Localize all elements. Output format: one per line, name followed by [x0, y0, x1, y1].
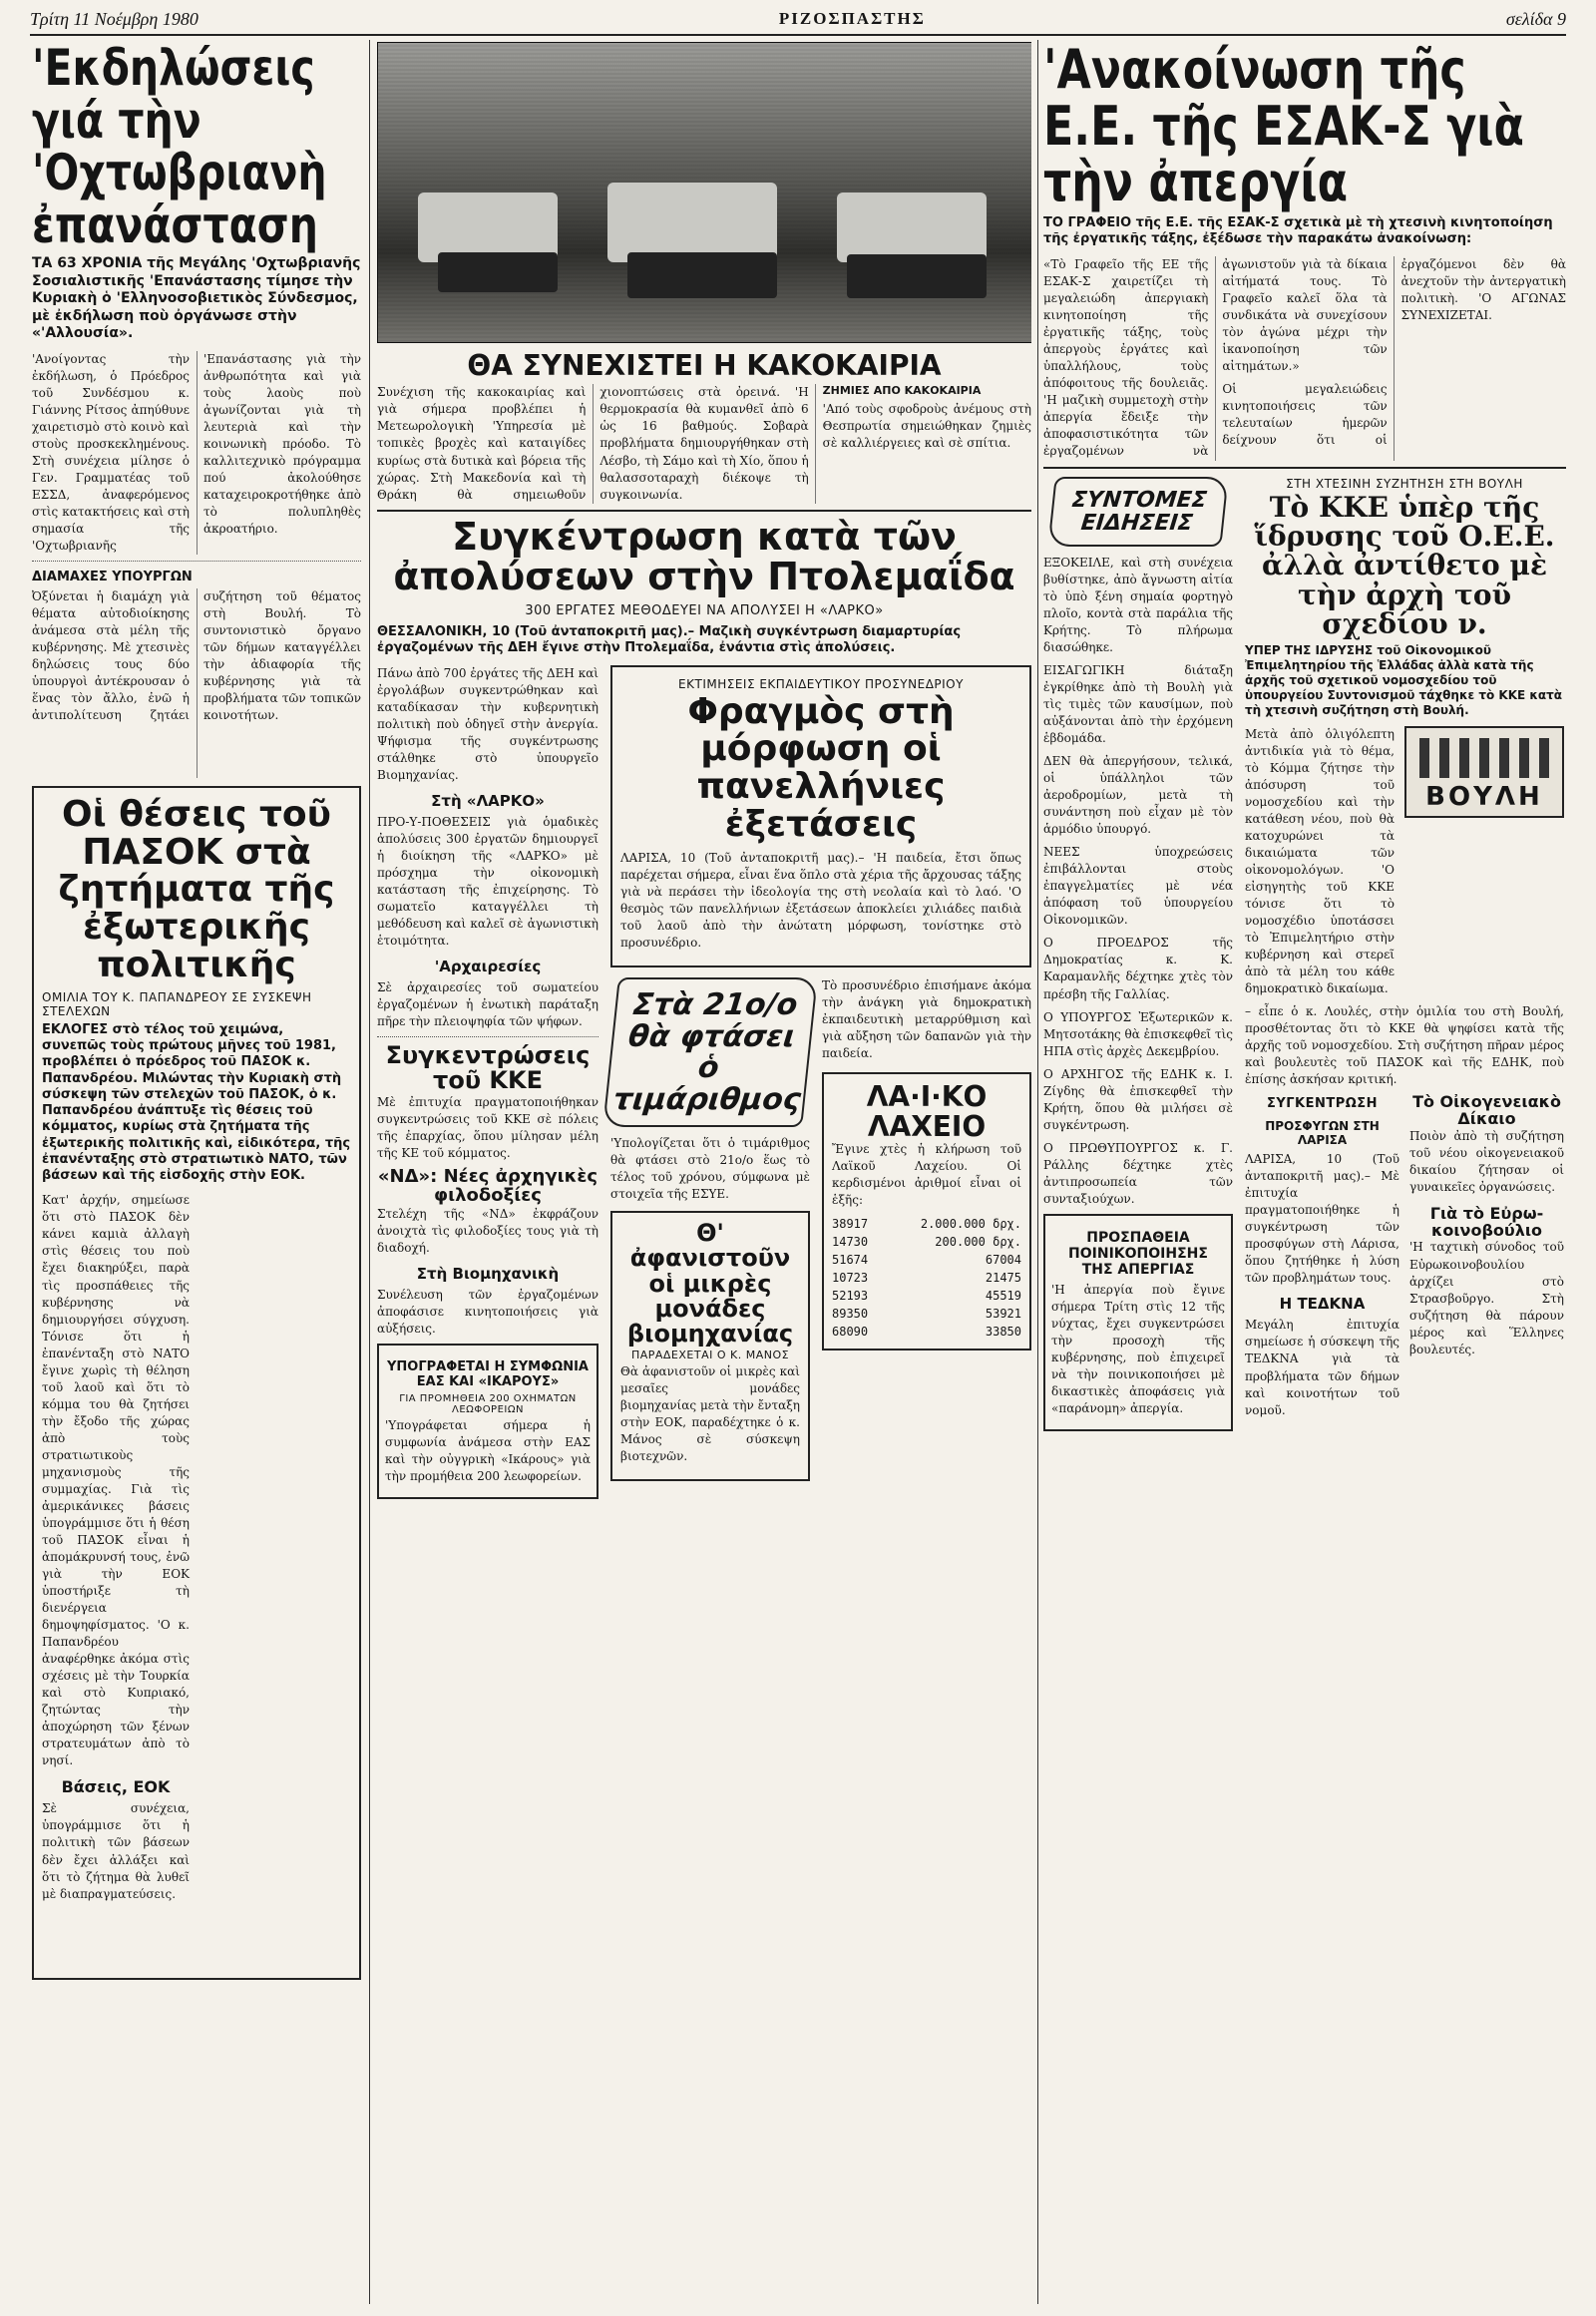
short-news-list [1043, 555, 1233, 1208]
column-right [1043, 42, 1566, 2306]
column-left [32, 42, 361, 2306]
lottery-prize: 21475 [985, 1271, 1021, 1286]
europarliament-body: 'Η ταχτικὴ σύνοδος τοῦ Εὐρωκοινοβουλίου ἀρχίζει στὸ Στρασβοῦργο. Στὴ συζήτηση θὰ πάρουν μέρος καὶ Ἕλληνες βουλευτές. [1409, 1240, 1564, 1356]
lottery-title: ΛΑ·Ι·ΚΟ ΛΑΧΕΙΟ [866, 1080, 988, 1143]
small-industry-kicker: ΠΑΡΑΔΕΧΕΤΑΙ Ο Κ. ΜΑΝΟΣ [630, 1349, 790, 1362]
column-rule [1037, 40, 1038, 2304]
strike-box [1043, 1214, 1233, 1431]
lottery-intro: Ἔγινε χτὲς ἡ κλήρωση τοῦ Λαϊκοῦ Λαχείου. Οἱ κερδισμένοι ἀριθμοί εἶναι οἱ ἑξῆς: [832, 1141, 1021, 1208]
larko-body: ΠΡΟ-Υ-ΠΟΘΕΣΕΙΣ γιὰ ὁμαδικὲς ἀπολύσεις 300 ἐργατῶν δημιουργεῖ ἡ διοίκηση τῆς «ΛΑΡΚΟ» μὲ πρόσχημα τὴν οἰκονομικὴ κατάσταση τῆς ἐπιχείρησης. Τὸ σωματεῖο καταγγέλλει τὴ μεθόδευση καὶ καλεῖ σὲ ἀγωνιστικὴ ἑτοιμότητα. [377, 814, 598, 949]
bases-title: Βάσεις, ΕΟΚ [61, 1777, 171, 1797]
column-rule [369, 40, 370, 2304]
industry-body: Συνέλευση τῶν ἐργαζομένων ἀποφάσισε κινητοποιήσεις γιὰ αὐξήσεις. [377, 1287, 598, 1336]
ministry-body: Ὀξύνεται ἡ διαμάχη γιὰ θέματα αὐτοδιοίκησης ἀνάμεσα στὰ μέλη τῆς κυβέρνησης. Μὲ χτεσινὲς δηλώσεις τους δύο ὑπουργοὶ ἀντέκρουσαν ὁ ἕνας τὸν ἄλλο, ἐνῶ ἡ ἀντιπολίτευση ζητάει συζήτηση τοῦ θέματος στὴ Βουλή. Τὸ συντονιστικὸ ὄργανο τῶν δήμων καταγγέλλει τὴν ἀδιαφορία τῆς κυβέρνησης γιὰ τὰ προβλήματα τῶν τοπικῶν κοινοτήτων. [32, 588, 361, 723]
lottery-row [832, 1233, 1021, 1251]
divider [32, 561, 361, 562]
agreement-body: 'Υπογράφεται σήμερα ἡ συμφωνία ἀνάμεσα στὴν ΕΑΣ καὶ τὴν οὐγγρικὴ «Ικάρους» γιὰ τὴν προμήθεια 200 λεωφορείων. [385, 1417, 591, 1483]
lottery-prize: 2.000.000 δρχ. [920, 1217, 1021, 1232]
tedkna-title: Η ΤΕΔΚΝΑ [1279, 1295, 1366, 1314]
pasok-article [32, 786, 361, 1980]
industry-title: Στὴ Βιομηχανικὴ [416, 1264, 560, 1283]
refugees-title: ΠΡΟΣΦΥΓΩΝ ΣΤΗ ΛΑΡΙΣΑ [1265, 1119, 1380, 1148]
paper-name: ΡΙΖΟΣΠΑΣΤΗΣ [778, 9, 926, 28]
kke-body: Μετὰ ἀπὸ ὁλιγόλεπτη ἀντιδικία γιὰ τὸ θέμα, τὸ Κόμμα ζήτησε τὴν ἀπόσυρση τοῦ νομοσχεδίου καὶ τὴν κατάθεση νέου, ποὺ θὰ κατοχυρώνει τὰ δικαιώματα τῶν οἰκονομολόγων. 'Ο εἰσηγητὴς τοῦ ΚΚΕ τόνισε ὅτι τὸ νομοσχέδιο ὑποτάσσει τὸ Ἐπιμελητήριο στὴν κυβέρνηση καὶ στερεῖ ἀπὸ τὰ μέλη του κάθε δημοκρατικὸ δικαίωμα. [1245, 726, 1395, 995]
lottery-prize: 33850 [985, 1325, 1021, 1340]
elections-title: 'Αρχαιρεσίες [434, 958, 542, 976]
short-news-item: Ο ΠΡΩΘΥΠΟΥΡΓΟΣ κ. Γ. Ράλλης δέχτηκε χτὲς ἀντιπροσωπεία τῶν συνταξιούχων. [1043, 1140, 1233, 1206]
middle-left-subcolumn [377, 665, 598, 1499]
weather-body: Συνέχιση τῆς κακοκαιρίας καὶ γιὰ σήμερα προβλέπει ἡ Μετεωρολογικὴ 'Υπηρεσία μὲ τοπικὲς βροχὲς καὶ καταιγίδες κυρίως στὰ δυτικὰ καὶ βόρεια τῆς χώρας. Στὴ Μακεδονία καὶ τὴ Θράκη θὰ σημειωθοῦν χιονοπτώσεις στὰ ὀρεινά. 'Η θερμοκρασία θὰ κυμανθεῖ ἀπὸ 6 ὡς 16 βαθμούς. Σοβαρὰ προβλήματα δημιουργήθηκαν στὴ Λέσβο, τὴ Σάμο καὶ τὴ Χίο, ὅπου ἡ θαλασσοταραχὴ διέκοψε τὴ συγκοινωνία. [377, 385, 809, 502]
page-number: σελίδα 9 [1505, 8, 1566, 29]
lottery-number: 38917 [832, 1217, 869, 1232]
esak-body: «Τὸ Γραφεῖο τῆς ΕΕ τῆς ΕΣΑΚ-Σ χαιρετίζει τὴ μεγαλειώδη ἀπεργιακὴ κινητοποίηση τῆς ἐργατικῆς τάξης, τοὺς ἀπεργοὺς ἐργάτες καὶ ὑπαλλήλους, τοὺς ἀπόφοιτους τῆς δουλειᾶς. 'Η μαζικὴ συμμετοχὴ στὴν ἀπεργία ἔδειξε τὴν ἀποφασιστικότητα τῶν ἐργαζομένων νὰ ἀγωνιστοῦν γιὰ τὰ δίκαια αἰτήματά τους. Τὸ Γραφεῖο καλεῖ ὅλα τὰ συνδικάτα νὰ συνεχίσουν τὸν ἀγώνα μέχρι τὴν ἱκανοποίηση τῶν αἰτημάτων.» [1043, 256, 1388, 458]
parliament-building-icon [1409, 734, 1559, 778]
column-middle [377, 42, 1031, 2306]
small-industry-headline: Θ' ἀφανιστοῦν οἱ μικρὲς μονάδες βιομηχανίας [626, 1219, 794, 1348]
lottery-number: 51674 [832, 1253, 869, 1268]
nd-title: «ΝΔ»: Νέες ἀρχηγικὲς φιλοδοξίες [377, 1165, 598, 1206]
short-news-logo [1047, 477, 1228, 547]
lottery-row [832, 1305, 1021, 1323]
ministry-title: ΔΙΑΜΑΧΕΣ ΥΠΟΥΡΓΩΝ [32, 569, 193, 584]
kke-kicker: ΣΤΗ ΧΤΕΣΙΝΗ ΣΥΖΗΤΗΣΗ ΣΤΗ ΒΟΥΛΗ [1286, 476, 1523, 491]
larko-title: Στὴ «ΛΑΡΚΟ» [431, 791, 545, 810]
weather-photo [377, 42, 1031, 343]
elections-body: Σὲ ἀρχαιρεσίες τοῦ σωματείου ἐργαζομένων ἡ ἐνωτικὴ παράταξη πῆρε τὴν πλειοψηφία τῶν ψήφων. [377, 980, 598, 1029]
lottery-row [832, 1323, 1021, 1341]
strike-body: 'Η ἀπεργία ποὺ ἔγινε σήμερα Τρίτη στὶς 12 τῆς νύχτας, ἔχει συγκεντρώσει τὴν προσοχὴ τῆς κυβέρνησης, ποὺ ἐπιχειρεῖ νὰ τὴν ποινικοποιήσει μὲ δικαστικὲς ἀποφάσεις γιὰ «παράνομη» ἀπεργία. [1051, 1282, 1225, 1416]
agreement-box [377, 1344, 598, 1499]
damages-body: 'Από τοὺς σφοδροὺς ἀνέμους στὴ Θεσπρωτία σημειώθηκαν ζημιὲς σὲ καλλιέργειες καὶ σὲ σπίτια. [822, 402, 1031, 451]
family-law-title: Τὸ Οἰκογενειακὸ Δίκαιο [1412, 1092, 1561, 1128]
ptolemaida-kicker: 300 ΕΡΓΑΤΕΣ ΜΕΘΟΔΕΥΕΙ ΝΑ ΑΠΟΛΥΣΕΙ Η «ΛΑΡΚΟ» [525, 603, 884, 619]
small-industry-box [610, 1211, 810, 1481]
pasok-body: Κατ' ἀρχήν, σημείωσε ὅτι στὸ ΠΑΣΟΚ δὲν κάνει καμιὰ ἀλλαγὴ στὶς θέσεις του ποὺ ἔχει διακηρύξει, παρὰ τὶς προσπάθειες τῆς κυβέρνησης νὰ δημιουργήσει σύγχυση. Τόνισε ὅτι ἡ ἐπανένταξη στὸ ΝΑΤΟ ἔγινε χωρὶς τὴ θέληση τοῦ λαοῦ καὶ ὅτι τὸ κόμμα του θὰ ζητήσει τὴν ἔξοδο τῆς χώρας ἀπὸ τοὺς στρατιωτικοὺς μηχανισμοὺς τῆς συμμαχίας. Γιὰ τὶς ἀμερικάνικες βάσεις ὑπογράμμισε ὅτι ἡ θέση τοῦ ΠΑΣΟΚ εἶναι ἡ ἀπομάκρυνσή τους, ἐνῶ γιὰ τὴν ΕΟΚ ὑποστήριξε τὴ διενέργεια δημοψηφίσματος. 'Ο κ. Παπανδρέου ἀναφέρθηκε ἀκόμα στὶς σχέσεις μὲ τὴν Τουρκία καὶ στὸ Κυπριακό, ζητώντας τὴν ἀποχώρηση τῶν ξένων στρατευμάτων ἀπὸ τὸ νησί. [42, 1193, 190, 1768]
lottery-prize: 45519 [985, 1289, 1021, 1304]
weather-caption: ΘΑ ΣΥΝΕΧΙΣΤΕΙ Η ΚΑΚΟΚΑΙΡΙΑ [467, 349, 942, 382]
october-headline: 'Εκδηλώσεις γιά τὴν 'Οχτωβριανὴ ἐπανάσταση [32, 42, 327, 254]
esak-headline: 'Ανακοίνωση τῆς Ε.Ε. τῆς ΕΣΑΚ-Σ γιὰ τὴν ἀπεργία [1043, 42, 1524, 214]
issue-date: Τρίτη 11 Νοέμβρη 1980 [30, 8, 199, 29]
parliament-column [1245, 475, 1564, 1432]
inflation-box [602, 977, 818, 1127]
kke-lead: ΥΠΕΡ ΤΗΣ ΙΔΡΥΣΗΣ τοῦ Οἰκονομικοῦ Ἐπιμελητηρίου τῆς Ἑλλάδας ἀλλὰ κατὰ τῆς ἀρχῆς τοῦ σχετικοῦ νομοσχεδίου τοῦ ὑπουργείου Συντονισμοῦ τάχθηκε τὸ ΚΚΕ κατὰ τὴ χτεσινὴ συζήτηση στὴ Βουλή. [1245, 642, 1563, 717]
europarliament-title: Γιὰ τὸ Εὐρω-κοινοβούλιο [1429, 1203, 1544, 1240]
agreement-title: ΥΠΟΓΡΑΦΕΤΑΙ Η ΣΥΜΦΩΝΙΑ ΕΑΣ ΚΑΙ «ΙΚΑΡΟΥΣ» [387, 1358, 589, 1389]
refugees-body: ΛΑΡΙΣΑ, 10 (Τοῦ ἀνταποκριτῆ μας).– Μὲ ἐπιτυχία πραγματοποιήθηκε ἡ συγκέντρωση τῶν προσφύγων στὴ Λάρισα, ὅπου ζητήθηκε ἡ λύση τῶν προβλημάτων τους. [1245, 1152, 1399, 1286]
lottery-prize: 67004 [985, 1253, 1021, 1268]
middle-right-subcolumn [610, 665, 1031, 1499]
meetings-body: Μὲ ἐπιτυχία πραγματοποιήθηκαν συγκεντρώσεις τοῦ ΚΚΕ σὲ πόλεις τῆς ἐπαρχίας, ὅπου μίλησαν μέλη τῆς ΚΕ τοῦ κόμματος. [377, 1094, 598, 1160]
education-body: ΛΑΡΙΣΑ, 10 (Τοῦ ἀνταποκριτῆ μας).– 'Η παιδεία, ἔτσι ὅπως παρέχεται σήμερα, εἶναι ἕνα ὅπλο στὰ χέρια τῆς ἄρχουσας τάξης γιὰ νὰ περάσει τὴν ἰδεολογία της στὴ νεολαία καὶ τὸ λαό. 'Ο θεσμὸς τῶν πανελλήνιων ἐξετάσεων ἀποκλείει χιλιάδες παιδιὰ τοῦ λαοῦ ἀπὸ τὴν ἀνώτατη μόρφωση, τονίστηκε στὸ προσυνέδριο. [620, 850, 1021, 951]
pasok-kicker: ΟΜΙΛΙΑ ΤΟΥ Κ. ΠΑΠΑΝΔΡΕΟΥ ΣΕ ΣΥΣΚΕΨΗ ΣΤΕΛΕΧΩΝ [42, 989, 312, 1018]
parliament-logo [1404, 726, 1564, 818]
lottery-number: 14730 [832, 1235, 869, 1250]
lottery-row [832, 1287, 1021, 1305]
tedkna-body: Μεγάλη ἐπιτυχία σημείωσε ἡ σύσκεψη τῆς ΤΕΔΚΝΑ γιὰ τὰ προβλήματα τῶν δήμων καὶ κοινοτήτων τοῦ νομοῦ. [1245, 1318, 1399, 1417]
short-news-item: Ο ΠΡΟΕΔΡΟΣ τῆς Δημοκρατίας κ. Κ. Καραμανλῆς δέχτηκε χτὲς τὸν πρέσβη τῆς Γαλλίας. [1043, 936, 1233, 1001]
october-article [32, 42, 361, 555]
small-industry-body: Θὰ ἀφανιστοῦν οἱ μικρὲς καὶ μεσαῖες μονάδες βιομηχανίας μετὰ τὴν ἔνταξη στὴν ΕΟΚ, παραδέχτηκε ὁ κ. Μάνος σὲ σύσκεψη βιοτεχνῶν. [620, 1364, 800, 1464]
family-law-body: Ποιὸν ἀπὸ τὴ συζήτηση τοῦ νέου οἰκογενειακοῦ δικαίου ζήτησαν οἱ γυναικεῖες ὀργανώσεις. [1409, 1128, 1564, 1194]
lottery-prize: 200.000 δρχ. [935, 1235, 1021, 1250]
agreement-sub: ΓΙΑ ΠΡΟΜΗΘΕΙΑ 200 ΟΧΗΜΑΤΩΝ ΛΕΩΦΟΡΕΙΩΝ [399, 1392, 577, 1415]
ptolemaida-headline: Συγκέντρωση κατὰ τῶν ἀπολύσεων στὴν Πτολεμαΐδα [393, 515, 1015, 599]
pasok-lead: ΕΚΛΟΓΕΣ στὸ τέλος τοῦ χειμώνα, συνεπῶς τοὺς πρώτους μῆνες τοῦ 1981, προβλέπει ὁ πρόεδρος τοῦ ΠΑΣΟΚ κ. Παπανδρέου. Μιλώντας τὴν Κυριακὴ στὴ σύσκεψη τῶν στελεχῶν τοῦ ΠΑΣΟΚ, ὁ κ. Παπανδρέου ἀνάπτυξε τὶς θέσεις τοῦ κόμματος, κυρίως στὰ ζητήματα τῆς ἐξωτερικῆς πολιτικῆς καὶ, εἰδικότερα, τῆς ἐπανένταξης στὸ στρατιωτικὸ ΝΑΤΟ, τῶν βάσεων καὶ τῆς εἰσδοχῆς στὴν ΕΟΚ. [42, 1021, 351, 1184]
lottery-number: 52193 [832, 1289, 869, 1304]
education-headline: Φραγμὸς στὴ μόρφωση οἱ πανελλήνιες ἐξετάσεις [687, 690, 955, 846]
inflation-headline: Στὰ 21ο/ο θὰ φτάσει ὁ τιμάριθμος [611, 987, 803, 1117]
short-news-item: ΔΕΝ θὰ ἀπεργήσουν, τελικά, οἱ ὑπάλληλοι τῶν ἀεροδρομίων, μετὰ τὴ συνάντηση ποὺ εἶχαν μὲ τὸν ἁρμόδιο ὑπουργό. [1043, 754, 1233, 837]
parliament-label: ΒΟΥΛΗ [1425, 781, 1543, 812]
lottery-number: 68090 [832, 1325, 869, 1340]
education-kicker: ΕΚΤΙΜΗΣΕΙΣ ΕΚΠΑΙΔΕΥΤΙΚΟΥ ΠΡΟΣΥΝΕΔΡΙΟΥ [678, 676, 964, 691]
short-news-item: Ο ΑΡΧΗΓΟΣ τῆς ΕΔΗΚ κ. Ι. Ζίγδης θὰ ἐπισκεφθεῖ τὴν Κρήτη, ὅπου θὰ μιλήσει σὲ συγκέντρωση. [1043, 1066, 1233, 1132]
lottery-row [832, 1251, 1021, 1269]
divider [377, 510, 1031, 512]
damages-title: ΖΗΜΙΕΣ ΑΠΟ ΚΑΚΟΚΑΙΡΙΑ [822, 384, 982, 398]
education-box [610, 665, 1031, 967]
ptolemaida-lead: ΘΕΣΣΑΛΟΝΙΚΗ, 10 (Τοῦ ἀνταποκριτῆ μας).– Μαζικὴ συγκέντρωση διαμαρτυρίας ἐργαζομένων τῆς ΔΕΗ ἔγινε στὴν Πτολεμαΐδα, ἐνάντια στὶς ἀπολύσεις. [377, 624, 962, 656]
bases-body: Σὲ συνέχεια, ὑπογράμμισε ὅτι ἡ πολιτικὴ τῶν βάσεων δὲν ἔχει ἀλλάξει καὶ ὅτι τὸ ζήτημα θὰ λυθεῖ μὲ διαπραγματεύσεις. [42, 1801, 190, 1901]
lottery-number: 10723 [832, 1271, 869, 1286]
ptolemaida-body: Πάνω ἀπὸ 700 ἐργάτες τῆς ΔΕΗ καὶ ἐργολάβων συγκεντρώθηκαν καὶ καταδίκασαν τὴν κυβερνητικὴ πολιτικὴ ποὺ ὁδηγεῖ στὴν ἀνεργία. Ψήφισμα τῆς συγκέντρωσης στάλθηκε στὸ ὑπουργεῖο Βιομηχανίας. [377, 665, 598, 782]
short-news-column [1043, 475, 1233, 1432]
refugees-kicker: ΣΥΓΚΕΝΤΡΩΣΗ [1266, 1096, 1379, 1112]
short-news-title: ΣΥΝΤΟΜΕΣ ΕΙΔΗΣΕΙΣ [1070, 487, 1209, 536]
lottery-box [822, 1072, 1031, 1351]
esak-lead: ΤΟ ΓΡΑΦΕΙΟ τῆς Ε.Ε. τῆς ΕΣΑΚ-Σ σχετικὰ μὲ τὴ χτεσινὴ κινητοποίηση τῆς ἐργατικῆς τάξης, ἐξέδωσε τὴν παρακάτω ἀνακοίνωση: [1043, 215, 1553, 247]
esak-body-2: Οἱ μεγαλειώδεις κινητοποιήσεις τῶν τελευταίων ἡμερῶν δείχνουν ὅτι οἱ ἐργαζόμενοι δὲν θὰ ἀνεχτοῦν τὴν ἀντεργατικὴ πολιτικὴ. 'Ο ΑΓΩΝΑΣ ΣΥΝΕΧΙΖΕΤΑΙ. [1222, 256, 1566, 447]
october-lead: ΤΑ 63 ΧΡΟΝΙΑ τῆς Μεγάλης 'Οχτωβριανῆς Σοσιαλιστικῆς 'Επανάστασης τίμησε τὴν Κυριακὴ ὁ 'Ελληνοσοβιετικὸς Σύνδεσμος, μὲ ἐκδήλωση ποὺ ὀργάνωσε στὴν «'Αλλουσία». [32, 255, 361, 341]
inflation-body: 'Υπολογίζεται ὅτι ὁ τιμάριθμος θὰ φτάσει στὸ 21ο/ο ἕως τὸ τέλος τοῦ χρόνου, σύμφωνα μὲ στοιχεῖα τῆς ΕΣΥΕ. [610, 1136, 810, 1202]
short-news-item: Ο ΥΠΟΥΡΓΟΣ Ἐξωτερικῶν κ. Μητσοτάκης θὰ ἐπισκεφθεῖ τὶς ΗΠΑ στὶς ἀρχὲς Δεκεμβρίου. [1043, 1009, 1234, 1058]
kke-body-2: – εἶπε ὁ κ. Λουλές, στὴν ὁμιλία του στὴ Βουλή, προσθέτοντας ὅτι τὸ ΚΚΕ θὰ ψηφίσει κατὰ τῆς ἀρχῆς τοῦ νομοσχεδίου. Στὴ συζήτηση πῆραν μέρος καὶ βουλευτὲς τοῦ ΠΑΣΟΚ καὶ τῆς ΕΔΗΚ, ποὺ ἐπίσης ἀσκήσαν κριτική. [1245, 1004, 1564, 1087]
short-news-item: ΕΞΟΚΕΙΛΕ, καὶ στὴ συνέχεια βυθίστηκε, ἀπὸ ἄγνωστη αἰτία τὸ ὑπὸ ξένη σημαία φορτηγὸ πλοῖο, κοντὰ στὰ παράλια τῆς Κρήτης. Τὸ πλήρωμα διασώθηκε. [1043, 555, 1233, 654]
lottery-results [832, 1215, 1021, 1341]
kke-headline: Τὸ ΚΚΕ ὑπὲρ τῆς ἵδρυσης τοῦ Ο.Ε.Ε. ἀλλὰ ἀντίθετο μὲ τὴν ἀρχὴ τοῦ σχεδίου ν. [1254, 490, 1555, 641]
meetings-title: Συγκεντρώσεις τοῦ ΚΚΕ [385, 1041, 591, 1095]
lottery-row [832, 1215, 1021, 1233]
short-news-item: ΝΕΕΣ ὑποχρεώσεις ἐπιβάλλονται στοὺς ἐπαγγελματίες μὲ νέα ἀπόφαση τοῦ ὑπουργείου Οἰκονομικῶν. [1043, 845, 1233, 928]
nd-body: Στελέχη τῆς «ΝΔ» ἐκφράζουν ἀνοιχτὰ τὶς φιλοδοξίες τους γιὰ τὴ διαδοχή. [377, 1206, 598, 1255]
pasok-headline: Οἱ θέσεις τοῦ ΠΑΣΟΚ στὰ ζητήματα τῆς ἐξωτερικῆς πολιτικῆς [58, 793, 335, 986]
education-body-cont: Τὸ προσυνέδριο ἐπισήμανε ἀκόμα τὴν ἀνάγκη γιὰ δημοκρατικὴ ἐκπαιδευτικὴ μεταρρύθμιση καὶ γιὰ αὔξηση τῶν δαπανῶν γιὰ τὴν παιδεία. [822, 978, 1031, 1061]
lottery-number: 89350 [832, 1307, 869, 1322]
short-news-item: ΕΙΣΑΓΩΓΙΚΗ διάταξη ἐγκρίθηκε ἀπὸ τὴ Βουλὴ γιὰ τὶς τιμὲς τῶν καυσίμων, ποὺ αὐξάνονται ἀπὸ τὴν ἐρχόμενη ἑβδομάδα. [1043, 662, 1233, 746]
masthead [30, 4, 1566, 36]
strike-title: ΠΡΟΣΠΑΘΕΙΑ ΠΟΙΝΙΚΟΠΟΙΗΣΗΣ ΤΗΣ ΑΠΕΡΓΙΑΣ [1068, 1229, 1208, 1278]
lottery-row [832, 1269, 1021, 1287]
divider [1043, 467, 1566, 469]
lottery-prize: 53921 [985, 1307, 1021, 1322]
october-body: 'Ανοίγοντας τὴν ἐκδήλωση, ὁ Πρόεδρος τοῦ Συνδέσμου κ. Γιάννης Ρίτσος ἀπηύθυνε χαιρετισμὸ στὸ κοινὸ καὶ στοὺς προσκεκλημένους. Στὴ συνέχεια μίλησε ὁ Γεν. Γραμματέας τοῦ ΕΣΣΔ, ἀναφερόμενος στὶς κατακτήσεις καὶ στὴ σημασία τῆς 'Οχτωβριανῆς 'Επανάστασης γιὰ τὴν ἀνθρωπότητα καὶ γιὰ τοὺς λαοὺς ποὺ ἀγωνίζονται γιὰ τὴ λευτεριὰ καὶ τὴν κοινωνικὴ πρόοδο. Τὸ καλλιτεχνικὸ πρόγραμμα πού ἀκολούθησε καταχειροκροτήθηκε ἀπὸ τὸ πολυπληθὲς ἀκροατήριο. [32, 351, 361, 553]
